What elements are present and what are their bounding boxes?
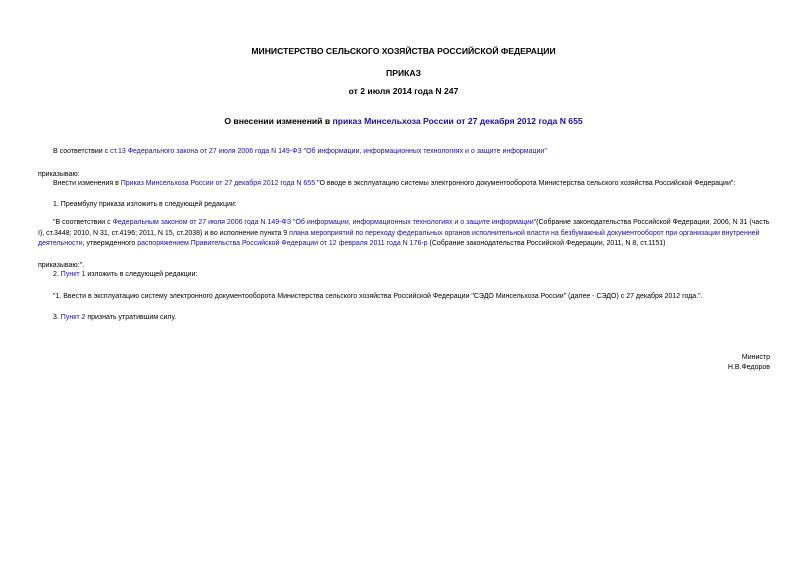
ministry-heading: МИНИСТЕРСТВО СЕЛЬСКОГО ХОЗЯЙСТВА РОССИЙСКОЙ ФЕДЕРАЦИИ	[251, 46, 556, 56]
p1-prefix: В соответствии с	[53, 148, 111, 155]
q1-end: (Собрание законодательства Российской Федерации, 2011, N 8, ст.1151)	[427, 240, 666, 247]
link-government-order-176r[interactable]: распоряжением Правительства Российской Федерации от 12 февраля 2011 года N 176-р	[137, 240, 428, 247]
link-federal-law-149fz[interactable]: Федеральным законом от 27 июля 2006 года N 149-ФЗ "Об информации, информационных технологиях и о защите информации"	[112, 219, 537, 226]
q1-mid1: (Собрание законодательства Российской Федерации, 2006, N 31 (часть I), ст.3448; 2010, N 31, ст.4196; 2011, N 15, ст.2038) и во исполнение пункта 9	[38, 219, 770, 237]
p2-suffix: "О вводе в эксплуатацию системы электронного документооборота Министерства сельского хозяйства Российской Федерации":	[315, 180, 736, 187]
paragraph-amend	[53, 179, 735, 188]
title-prefix: О внесении изменений в	[224, 116, 333, 126]
paragraph-preamble	[53, 147, 547, 156]
quote-preamble	[38, 218, 773, 250]
order-word-quoted: приказываю:".	[38, 262, 85, 269]
signature-name: Н.В.Федоров	[727, 364, 770, 371]
item2-prefix: 2.	[53, 271, 61, 278]
item-3	[53, 313, 176, 322]
document-date: от 2 июля 2014 года N 247	[348, 86, 459, 96]
link-point-1[interactable]: Пункт 1	[60, 271, 86, 278]
item-2	[53, 270, 197, 279]
document-type: ПРИКАЗ	[386, 68, 421, 78]
item3-prefix: 3.	[53, 314, 61, 321]
item-1: 1. Преамбулу приказа изложить в следующей редакции:	[53, 201, 237, 208]
order-word: приказываю:	[38, 171, 80, 178]
signature-position: Министр	[741, 354, 770, 361]
title-link-order-655[interactable]: приказ Минсельхоза России от 27 декабря 2012 года N 655	[332, 116, 583, 126]
document-title	[0, 116, 807, 126]
item3-suffix: признать утратившим силу.	[85, 314, 177, 321]
link-paperless-plan[interactable]: плана мероприятий по переходу федеральных органов исполнительной власти на безбумажный документооборот при организации внутренней деятельности	[38, 229, 760, 247]
q1-mid2: , утвержденного	[82, 240, 138, 247]
item2-suffix: изложить в следующей редакции:	[85, 271, 198, 278]
link-order-655[interactable]: Приказ Минсельхоза России от 27 декабря 2012 года N 655	[120, 180, 316, 187]
link-article-13-law-149fz[interactable]: ст.13 Федерального закона от 27 июля 2006 года N 149-ФЗ "Об информации, информационных технологиях и о защите информации"	[110, 148, 547, 155]
quote-point-1: "1. Ввести в эксплуатацию систему электронного документооборота Министерства сельского хозяйства Российской Федерации "СЭДО Минсельхоза России" (далее - СЭДО) с 27 декабря 2012 года.".	[53, 293, 703, 300]
p2-prefix: Внести изменения в	[53, 180, 121, 187]
link-point-2[interactable]: Пункт 2	[60, 314, 86, 321]
q1-start: "В соответствии с	[53, 219, 113, 226]
